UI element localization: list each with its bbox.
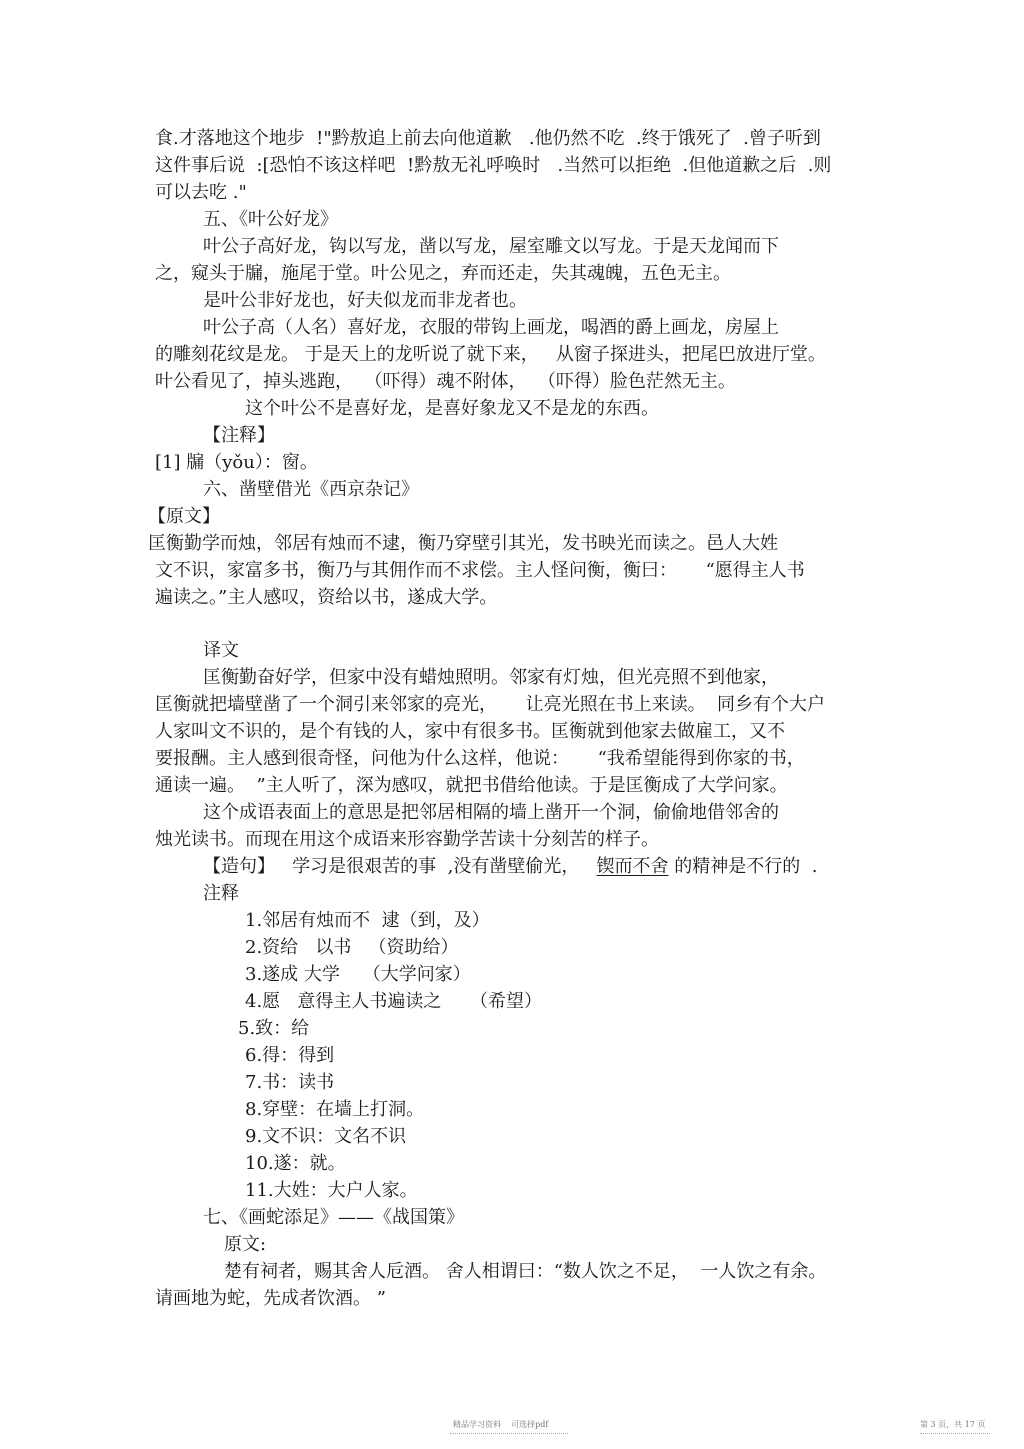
note-item: 9.文不识：文名不识 <box>245 1126 407 1147</box>
note-item: 8.穿壁：在墙上打洞。 <box>245 1099 425 1120</box>
line: 遍读之。”主人感叹，资给以书，遂成大学。 <box>155 587 498 608</box>
line: 之，窥头于牖，施尾于堂。叶公见之，弃而还走，失其魂魄，五色无主。 <box>155 263 731 284</box>
line: 【原文】 <box>148 506 220 527</box>
note-item: 7.书：读书 <box>245 1072 335 1093</box>
line: 的雕刻花纹是龙。 于是天上的龙听说了就下来， 从窗子探进头，把尾巴放进厅堂。 <box>155 344 826 365</box>
zaoju-line <box>203 856 817 878</box>
line: 匡衡就把墙壁凿了一个洞引来邻家的亮光， 让亮光照在书上来读。 同乡有个大户 <box>155 694 826 715</box>
line: 人家叫文不识的，是个有钱的人，家中有很多书。匡衡就到他家去做雇工，又不 <box>155 721 785 742</box>
line: 通读一遍。 ”主人听了，深为感叹，就把书借给他读。于是匡衡成了大学问家。 <box>155 775 788 796</box>
note-item: 2.资给 以书 （资助给） <box>245 937 459 958</box>
line: 匡衡勤奋好学，但家中没有蜡烛照明。邻家有灯烛，但光亮照不到他家， <box>203 667 779 688</box>
line: 这件事后说 :[恐怕不该这样吧 !黔敖无礼呼唤时 .当然可以拒绝 .但他道歉之后 .则 <box>155 155 832 176</box>
line: 叶公看见了，掉头逃跑， （吓得）魂不附体， （吓得）脸色茫然无主。 <box>155 371 736 392</box>
footer-divider <box>920 1433 990 1434</box>
line: 这个成语表面上的意思是把邻居相隔的墙上凿开一个洞，偷偷地借邻舍的 <box>203 802 779 823</box>
note-item: 3.遂成 大学 （大学问家） <box>245 964 471 985</box>
line: 食.才落地这个地步 !"黔敖追上前去向他道歉 .他仍然不吃 .终于饿死了 .曾子听到 <box>155 128 821 149</box>
note-item: 11.大姓：大户人家。 <box>245 1180 418 1201</box>
zaoju-underlined: 锲而不舍 <box>596 856 669 877</box>
section-heading: 五、《叶公好龙》 <box>203 209 338 230</box>
line: 烛光读书。而现在用这个成语来形容勤学苦读十分刻苦的样子。 <box>155 829 659 850</box>
line: 【注释】 <box>203 425 275 446</box>
line: 可以去吃 ." <box>155 182 247 203</box>
line: [1] 牖（yǒu）：窗。 <box>155 452 318 473</box>
note-item: 6.得：得到 <box>245 1045 335 1066</box>
note-item: 1.邻居有烛而不 逮（到，及） <box>245 910 490 931</box>
line: 这个叶公不是喜好龙，是喜好象龙又不是龙的东西。 <box>245 398 659 419</box>
line: 叶公子高好龙，钩以写龙，凿以写龙，屋室雕文以写龙。于是天龙闻而下 <box>203 236 779 257</box>
line: 注释 <box>203 883 239 904</box>
zaoju-text: 学习是很艰苦的事 ,没有凿壁偷光， <box>292 856 580 877</box>
section-heading: 七、《画蛇添足》——《战国策》 <box>203 1207 464 1228</box>
page-number: 第 3 页，共 17 页 <box>920 1420 986 1429</box>
line: 楚有祠者，赐其舍人卮酒。 舍人相谓曰：“数人饮之不足， 一人饮之有余。 <box>224 1261 827 1282</box>
line: 是叶公非好龙也，好夫似龙而非龙者也。 <box>203 290 527 311</box>
line: 原文: <box>224 1234 267 1255</box>
footer-divider <box>450 1433 568 1434</box>
line: 匡衡勤学而烛，邻居有烛而不逮，衡乃穿壁引其光，发书映光而读之。邑人大姓 <box>148 533 778 554</box>
zaoju-label: 【造句】 <box>203 856 275 877</box>
note-item: 4.愿 意得主人书遍读之 （希望） <box>245 991 542 1012</box>
section-heading: 六、凿壁借光《西京杂记》 <box>203 479 419 500</box>
note-item: 5.致：给 <box>238 1018 310 1039</box>
line: 译文 <box>203 640 239 661</box>
line: 请画地为蛇，先成者饮酒。 ” <box>155 1288 386 1309</box>
line: 要报酬。主人感到很奇怪，问他为什么这样，他说： “我希望能得到你家的书， <box>155 748 805 769</box>
line: 文不识，家富多书，衡乃与其佣作而不求偿。主人怪问衡，衡曰： “愿得主人书 <box>155 560 805 581</box>
zaoju-text-end: 的精神是不行的 . <box>674 856 818 877</box>
line: 叶公子高（人名）喜好龙，衣服的带钩上画龙，喝酒的爵上画龙，房屋上 <box>203 317 779 338</box>
footer-left: 精品学习资料 可选择pdf <box>453 1420 549 1429</box>
note-item: 10.遂：就。 <box>245 1153 346 1174</box>
